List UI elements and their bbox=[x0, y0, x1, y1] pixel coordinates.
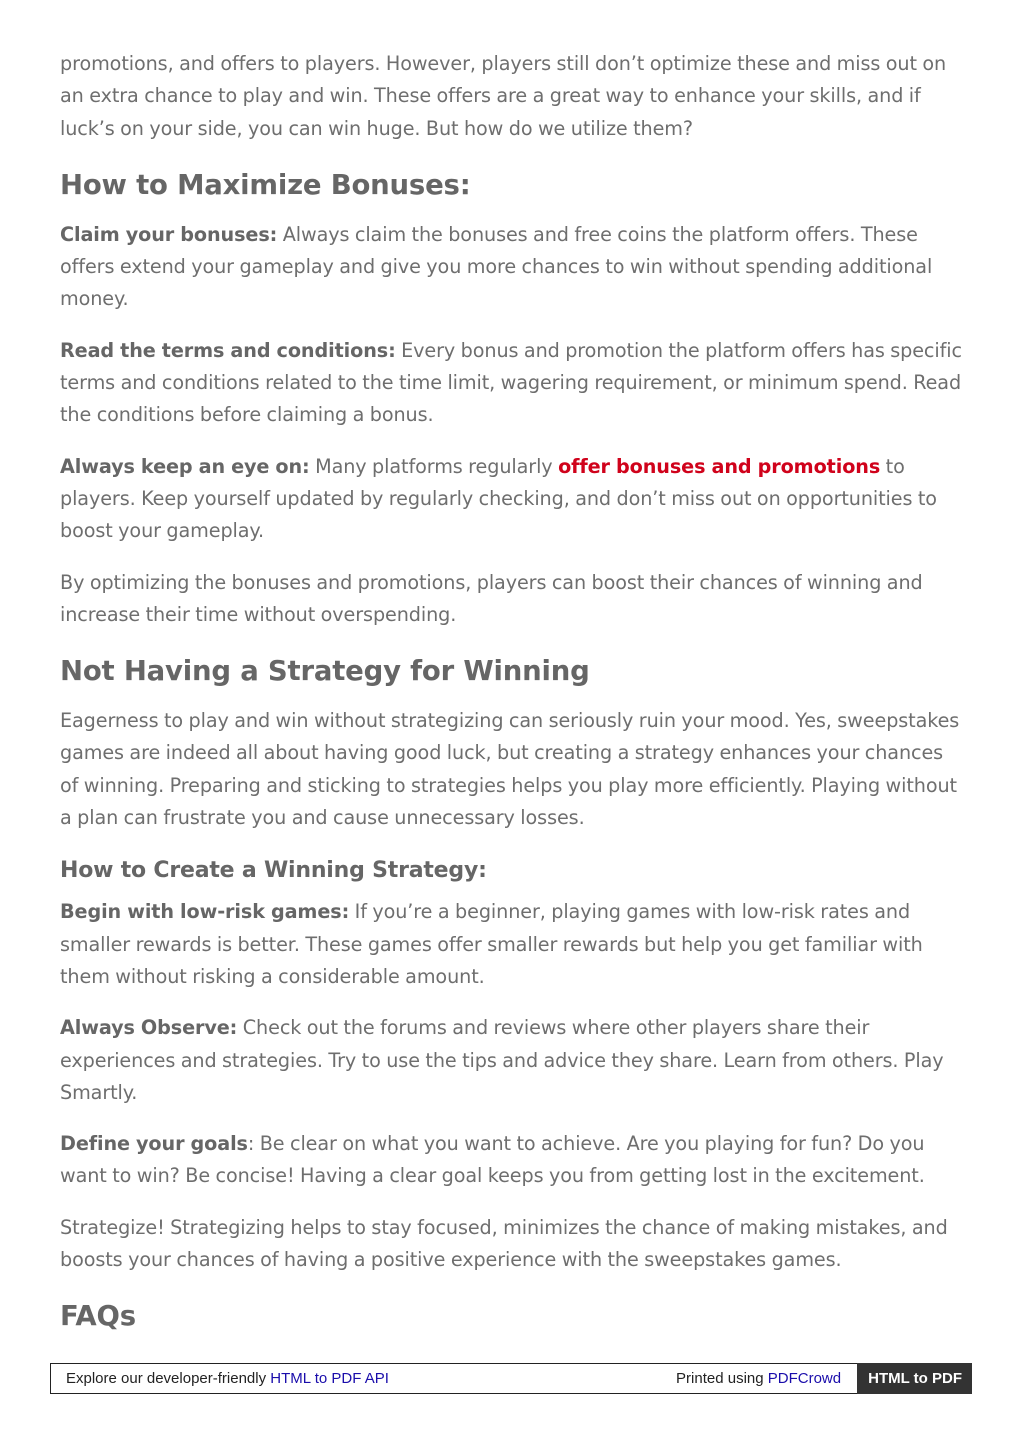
strategy-tip-goals-lead: Define your goals bbox=[60, 1132, 248, 1156]
bonus-tip-eye-lead: Always keep an eye on: bbox=[60, 454, 310, 478]
bonus-tip-terms bbox=[60, 335, 965, 432]
bonus-tip-claim bbox=[60, 219, 965, 316]
strategy-tip-goals-text: : Be clear on what you want to achieve. Are you playing for fun? Do you want to win? Be concise! Having a clear goal keeps you from getting lost in the excitement. bbox=[60, 1132, 925, 1188]
bonus-summary: By optimizing the bonuses and promotions, players can boost their chances of winning and increase their time without overspending. bbox=[60, 570, 923, 626]
bonus-tip-claim-text: Always claim the bonuses and free coins the platform offers. These offers extend your gameplay and give you more chances to win without spending additional money. bbox=[60, 222, 933, 311]
strategy-paragraph: Eagerness to play and win without strategizing can seriously ruin your mood. Yes, sweepstakes games are indeed all about having good luck, but creating a strategy enhances your chances of winning. Preparing and sticking to strategies helps you play more efficiently. Playing without a plan can frustrate you and cause unnecessary losses. bbox=[60, 709, 960, 830]
bonus-tip-eye-text-before: Many platforms regularly bbox=[309, 454, 559, 478]
strategy-tip-low-risk-lead: Begin with low-risk games: bbox=[60, 900, 350, 924]
strategy-tip-observe-lead: Always Observe: bbox=[60, 1016, 238, 1040]
heading-faqs: FAQs bbox=[60, 1300, 136, 1333]
strategy-tip-observe-text: Check out the forums and reviews where other players share their experiences and strategies. Try to use the tips and advice they share. Learn from others. Play Smartly. bbox=[60, 1016, 944, 1104]
footer-explore bbox=[51, 1370, 676, 1387]
bonus-tip-terms-text: Every bonus and promotion the platform offers has specific terms and conditions related to the time limit, wagering requirement, or minimum spend. Read the conditions before claiming a bonus. bbox=[60, 338, 962, 427]
heading-winning-strategy: How to Create a Winning Strategy: bbox=[60, 858, 487, 884]
bonus-tip-claim-lead: Claim your bonuses: bbox=[60, 222, 278, 246]
footer-printed bbox=[676, 1370, 857, 1387]
bonus-tip-terms-lead: Read the terms and conditions: bbox=[60, 338, 396, 362]
article-content bbox=[60, 48, 965, 1350]
footer-printed-text: Printed using bbox=[676, 1370, 768, 1387]
pdfcrowd-footer-bar bbox=[50, 1363, 972, 1394]
pdfcrowd-link[interactable]: PDFCrowd bbox=[767, 1370, 842, 1387]
footer-explore-text: Explore our developer-friendly bbox=[66, 1370, 271, 1387]
heading-strategy: Not Having a Strategy for Winning bbox=[60, 655, 590, 688]
html-to-pdf-badge[interactable]: HTML to PDF bbox=[857, 1363, 972, 1394]
offer-bonuses-link[interactable]: offer bonuses and promotions bbox=[558, 454, 881, 478]
strategy-tip-low-risk-text: If you’re a beginner, playing games with low-risk rates and smaller rewards is better. These games offer smaller rewards but help you get familiar with them without risking a considerable amount. bbox=[60, 900, 923, 988]
strategy-tip-observe bbox=[60, 1012, 965, 1109]
intro-paragraph: promotions, and offers to players. However, players still don’t optimize these and miss out on an extra chance to play and win. These offers are a great way to enhance your skills, and if luck’s on your side, you can win huge. But how do we utilize them? bbox=[60, 52, 947, 140]
strategy-tip-goals bbox=[60, 1128, 965, 1193]
bonus-tip-eye-text-after: to players. Keep yourself updated by regularly checking, and don’t miss out on opportunities to boost your gameplay. bbox=[60, 454, 937, 543]
html-to-pdf-api-link[interactable]: HTML to PDF API bbox=[270, 1370, 389, 1387]
strategy-tip-low-risk bbox=[60, 896, 965, 993]
heading-maximize-bonuses: How to Maximize Bonuses: bbox=[60, 168, 471, 201]
bonus-tip-eye bbox=[60, 451, 965, 548]
strategy-summary: Strategize! Strategizing helps to stay focused, minimizes the chance of making mistakes, and boosts your chances of having a positive experience with the sweepstakes games. bbox=[60, 1215, 948, 1272]
